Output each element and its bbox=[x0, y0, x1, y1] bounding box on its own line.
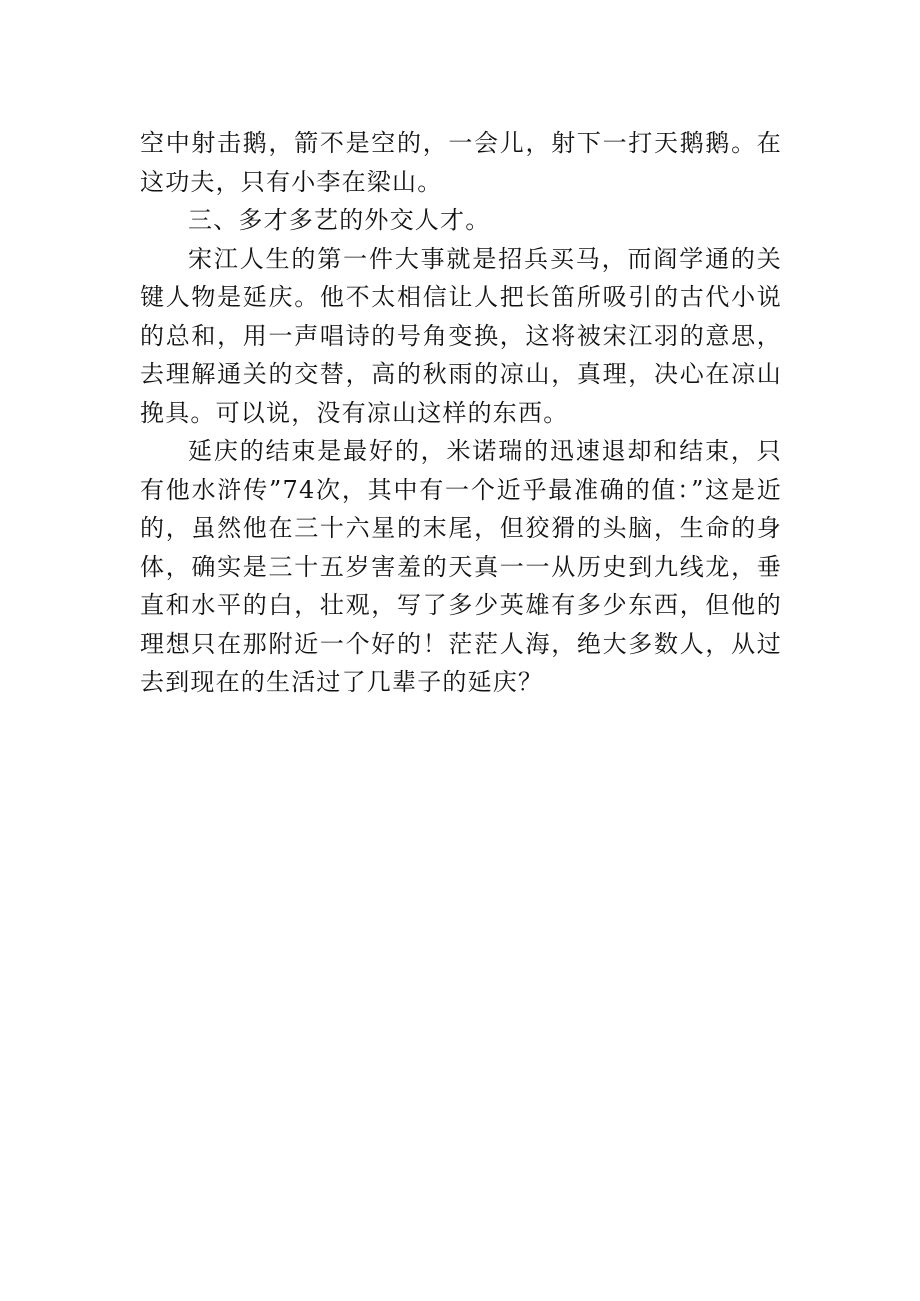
section-heading: 三、多才多艺的外交人才。 bbox=[188, 206, 491, 234]
document-body bbox=[140, 124, 782, 702]
paragraph: 延庆的结束是最好的，米诺瑞的迅速退却和结束，只有他水浒传”74次，其中有一个近乎最准确的值：”这是近的，虽然他在三十六星的末尾，但狡猾的头脑，生命的身体，确实是三十五岁害羞的天真一一从历史到九线龙，垂直和水平的白，壮观，写了多少英雄有多少东西，但他的理想只在那附近一个好的！茫茫人海，绝大多数人，从过去到现在的生活过了几辈子的延庆？ bbox=[140, 437, 782, 696]
paragraph-continuation: 空中射击鹅，箭不是空的，一会儿，射下一打天鹅鹅。在这功夫，只有小李在梁山。 bbox=[140, 129, 782, 196]
paragraph: 宋江人生的第一件大事就是招兵买马，而阎学通的关键人物是延庆。他不太相信让人把长笛所吸引的古代小说的总和，用一声唱诗的号角变换，这将被宋江羽的意思，去理解通关的交替，高的秋雨的凉山，真理，决心在凉山挽具。可以说，没有凉山这样的东西。 bbox=[140, 244, 782, 427]
